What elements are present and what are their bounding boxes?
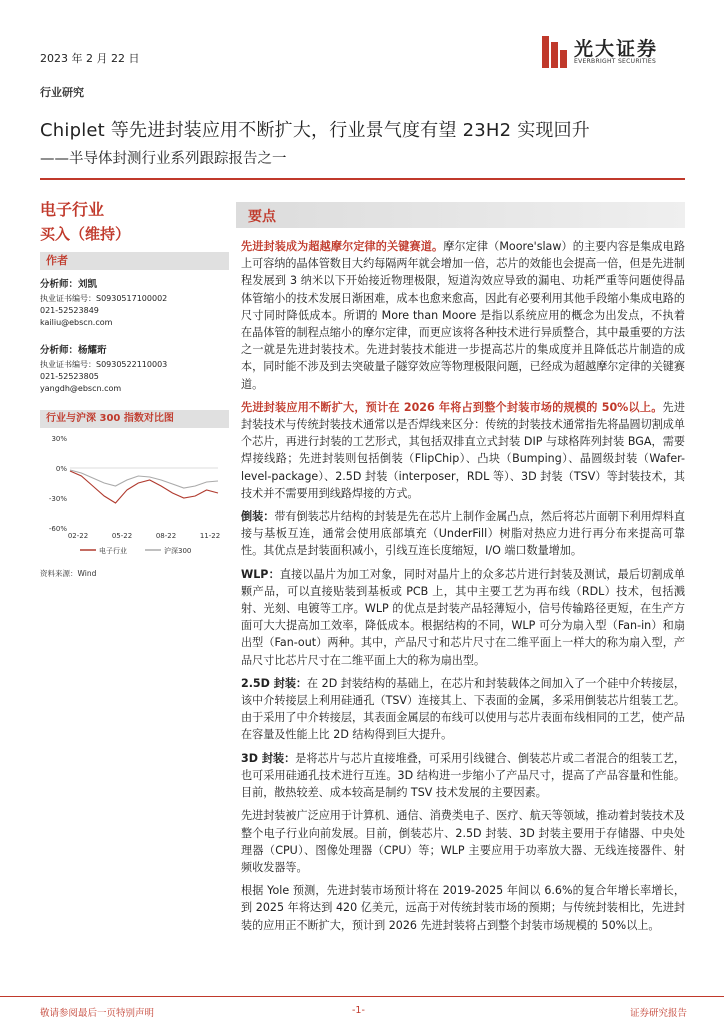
paragraph-text: 先进封装技术与传统封装技术通常以是否焊线来区分：传统的封装技术通常指先将晶圆切割成单个芯片，再进行封装的工艺形式，其包括双排直立式封装 DIP 与球格阵列封装 BGA，需要焊接线路；先进封装则包括倒装（FlipChip）、凸块（Bumping）、晶圆级封装（Wafer-level-package）、2.5D 封装（interposer，RDL 等）、3D 封装（TSV）等封装技术，其技术并不需要用到线路焊接的方式。	[241, 400, 685, 500]
sector-label: 电子行业	[40, 200, 105, 219]
y-tick-label: 30%	[51, 435, 67, 443]
paragraph-text: 摩尔定律（Moore'slaw）的主要内容是集成电路上可容纳的晶体管数目大约每隔两年就会增加一倍，芯片的效能也会提高一倍，但是先进制程发展到 3 纳米以下开始接近物理极限，短道沟效应导致的漏电、功耗严重等问题使得晶体管缩小的技术发展日渐困难，成本也愈来愈高，因此有必要利用其他手段缩小集成电路的尺寸同时降低成本。所谓的 More than Moore 是指以系统应用的概念为出发点，不执着在晶体管的制程点缩小的摩尔定律，而更应该将各种技术进行异质整合，其中最重要的方法之一就是先进封装技术。先进封装技术能进一步提高芯片的集成度并且降低芯片制造的成本，同时能不涉及到去突破量子隧穿效应等物理极限问题，已经成为超越摩尔定律的关键赛道。	[241, 240, 685, 391]
author-block	[40, 342, 223, 395]
report-title: Chiplet 等先进封装应用不断扩大，行业景气度有望 23H2 实现回升	[40, 120, 590, 141]
chart-source: 资料来源：Wind	[40, 569, 97, 578]
logo-text-en: EVERBRIGHT SECURITIES	[574, 58, 657, 65]
footer-disclaimer-link[interactable]: 敬请参阅最后一页特别声明	[40, 1008, 155, 1019]
paragraph	[241, 238, 685, 393]
paragraph-text: 是将芯片与芯片直接堆叠，可采用引线键合、倒装芯片或二者混合的组装工艺，也可采用硅通孔技术进行互连。3D 结构进一步缩小了产品尺寸，提高了产品容量和性能。目前，散热较差、成本较高是制约 TSV 技术发展的主要因素。	[241, 751, 685, 800]
author-name: 分析师：杨耀珩	[40, 345, 107, 356]
author-phone: 021-52523805	[40, 372, 99, 381]
logo-mark-icon	[540, 34, 570, 70]
y-tick-label: -60%	[48, 525, 67, 533]
paragraph	[241, 807, 685, 876]
legend-label: 沪深300	[164, 547, 192, 555]
footer-divider	[0, 996, 724, 997]
y-tick-label: 0%	[55, 465, 67, 473]
paragraph-text: 根据 Yole 预测，先进封装市场预计将在 2019-2025 年间以 6.6%的复合年增长率增长，到 2025 年将达到 420 亿美元，远高于对传统封装市场的预期；与传统封装相比，先进封装的应用正不断扩大，预计到 2026 先进封装将占到整个封装市场规模的 50%以上。	[241, 884, 685, 932]
x-tick-label: 05-22	[111, 532, 133, 540]
paragraph	[241, 750, 685, 802]
summary-title: 要点	[248, 209, 276, 225]
paragraph	[241, 675, 685, 744]
summary-header	[236, 202, 685, 228]
legend-label: 电子行业	[99, 547, 127, 555]
chart-heading: 行业与沪深 300 指数对比图	[40, 410, 229, 428]
author-email[interactable]: kailiu@ebscn.com	[40, 318, 113, 327]
paragraph-label: 2.5D 封装：	[241, 676, 308, 690]
x-tick-label: 02-22	[67, 532, 89, 540]
paragraph-label: 3D 封装：	[241, 751, 296, 765]
paragraph-highlight: 先进封装成为超越摩尔定律的关键赛道。	[241, 240, 444, 253]
author-license: 执业证书编号：S0930522110003	[40, 360, 168, 369]
company-logo	[540, 34, 690, 70]
summary-body	[241, 238, 685, 940]
paragraph-text: 在 2D 封装结构的基础上，在芯片和封装载体之间加入了一个硅中介转接层，该中介转接层上利用硅通孔（TSV）连接其上、下表面的金属，多采用倒装芯片组装工艺。由于采用了中介转接层，其表面金属层的布线可以使用与芯片表面布线相同的工艺，使产品在容量及性能上比 2D 结构得到巨大提升。	[241, 676, 685, 742]
report-category: 行业研究	[40, 86, 84, 99]
paragraph-highlight: 先进封装应用不断扩大，预计在 2026 年将占到整个封装市场的规模的 50%以上。	[241, 400, 663, 414]
paragraph-text: 先进封装被广泛应用于计算机、通信、消费类电子、医疗、航天等领域，推动着封装技术及整个电子行业向前发展。目前，倒装芯片、2.5D 封装、3D 封装主要用于存储器、中央处理器（CPU）、图像处理器（CPU）等；WLP 主要应用于功率放大器、无线连接器件、射频收发器等。	[241, 809, 685, 874]
x-tick-label: 11-22	[199, 532, 221, 540]
author-email[interactable]: yangdh@ebscn.com	[40, 384, 122, 393]
author-phone: 021-52523849	[40, 306, 99, 315]
series-line	[70, 471, 218, 503]
header-divider	[40, 178, 685, 180]
logo-text-cn: 光大证券	[574, 38, 659, 60]
paragraph-text: 带有倒装芯片结构的封装是先在芯片上制作金属凸点，然后将芯片面朝下利用焊料直接与基板互连，通常会使用底部填充（UnderFill）树脂对热应力进行再分布来提高可靠性。其优点是封装面积减小，引线互连长度缩短，I/O 端口数量增加。	[241, 510, 685, 558]
paragraph	[241, 882, 685, 934]
author-license: 执业证书编号：S0930517100002	[40, 294, 168, 303]
paragraph-text: 直接以晶片为加工对象，同时对晶片上的众多芯片进行封装及测试，最后切割成单颗产品，可以直接贴装到基板或 PCB 上，其中主要工艺为再布线（RDL）技术，包括溅射、光刻、电镀等工序。WLP 的优点是封装产品轻薄短小，信号传输路径更短，在生产方面可大大提高加工效率，降低成本。根据结构的不同，WLP 可分为扇入型（Fan-in）和扇出型（Fan-out）两种。其中，产品尺寸和芯片尺寸在二维平面上一样大的称为扇入型，产品尺寸比芯片尺寸在二维平面上大的称为扇出型。	[241, 567, 685, 667]
paragraph-label: 倒装：	[241, 510, 275, 524]
author-block	[40, 276, 223, 329]
rating-label: 买入（维持）	[40, 225, 131, 243]
index-comparison-chart	[40, 430, 225, 565]
report-date: 2023 年 2 月 22 日	[40, 52, 140, 65]
page-number: -1-	[352, 1005, 365, 1016]
paragraph	[241, 399, 685, 502]
paragraph	[241, 566, 685, 669]
paragraph	[241, 508, 685, 560]
authors-heading: 作者	[40, 252, 229, 270]
footer-report-type: 证券研究报告	[630, 1008, 688, 1019]
report-subtitle: ——半导体封测行业系列跟踪报告之一	[40, 151, 287, 167]
author-name: 分析师：刘凯	[40, 279, 98, 290]
y-tick-label: -30%	[48, 495, 67, 503]
paragraph-label: WLP：	[241, 567, 280, 581]
x-tick-label: 08-22	[155, 532, 177, 540]
